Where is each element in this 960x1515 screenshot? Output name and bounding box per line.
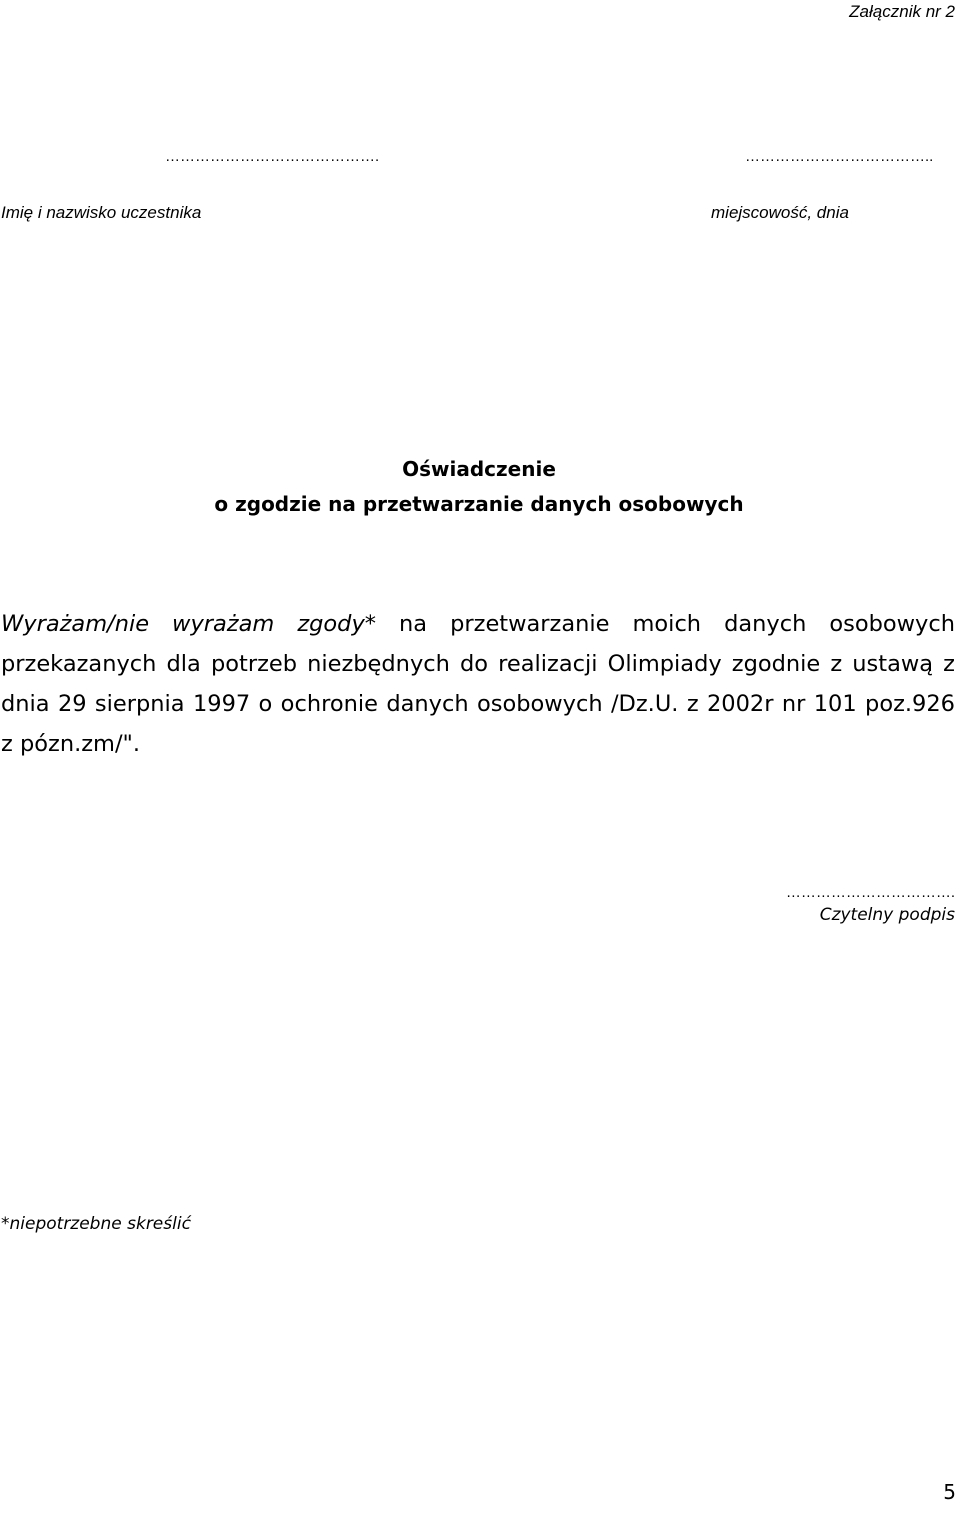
signature-label: Czytelny podpis (819, 905, 955, 925)
document-title (0, 452, 958, 522)
annex-label: Załącznik nr 2 (849, 2, 955, 21)
place-date-field-label: miejscowość, dnia (711, 203, 849, 222)
name-field-label: Imię i nazwisko uczestnika (1, 203, 202, 222)
signature-dots: ……………………………. (785, 884, 955, 901)
consent-body-text: na przetwarzanie moich danych osobowych przekazanych dla potrzeb niezbędnych do realizacji Olimpiady zgodnie z ustawą z dnia 29 sierpnia 1997 o ochronie danych osobowych /Dz.U. z 2002r nr 101 poz.926 z pózn.zm/". (1, 611, 956, 757)
consent-statement (1, 604, 955, 764)
footnote: *niepotrzebne skreślić (1, 1214, 191, 1234)
consent-choice-text: Wyrażam/nie wyrażam zgody* (1, 611, 377, 637)
place-date-field-dots: ……………………………….. (745, 148, 934, 165)
name-field-dots: ……………………………………. (165, 148, 380, 165)
title-line-1: Oświadczenie (402, 457, 556, 481)
title-line-2: o zgodzie na przetwarzanie danych osobowych (214, 492, 744, 516)
page-number: 5 (943, 1480, 956, 1504)
